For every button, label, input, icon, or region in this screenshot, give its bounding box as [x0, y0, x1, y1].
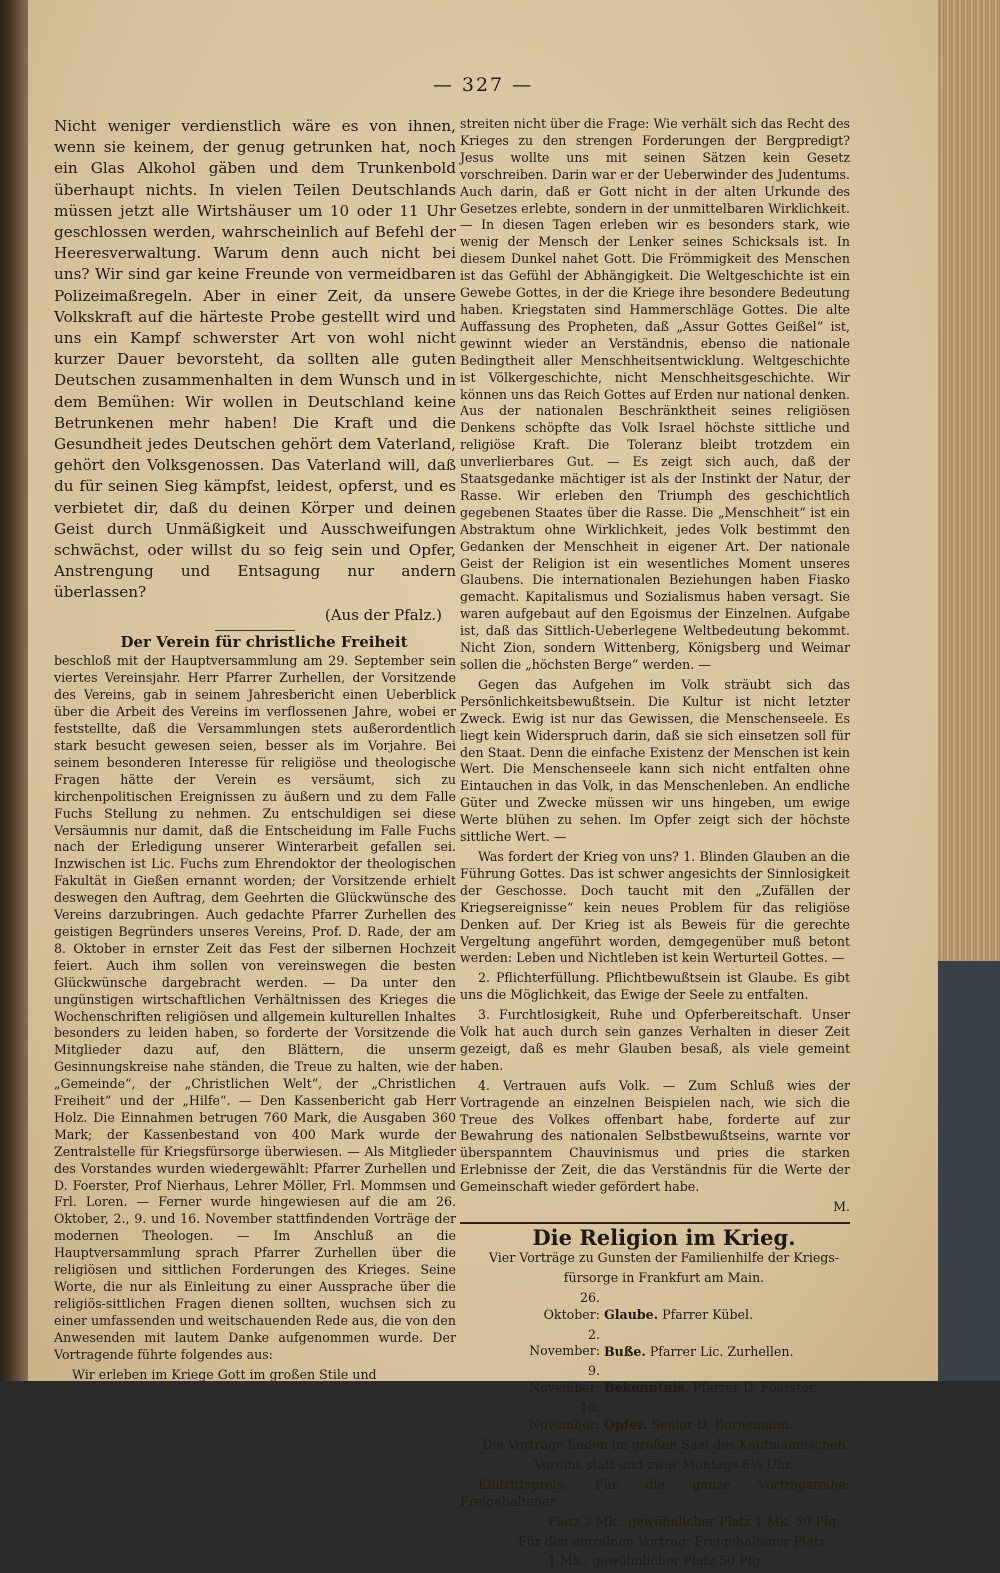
lecture-announcement — [460, 1225, 850, 1570]
article-signature: M. — [833, 1199, 850, 1215]
program-date: 9. November: — [529, 1363, 600, 1396]
section-heading: Der Verein für christliche Freiheit — [120, 632, 408, 651]
program-item — [460, 1327, 850, 1361]
ticket-line: Eintrittspreis: Für die ganze Vortragsreihe: Freigehaltener — [460, 1476, 850, 1509]
program-date: 26. Oktober: — [543, 1289, 600, 1322]
program-topic: Opfer. — [604, 1417, 648, 1433]
announcement-title: Die Religion im Krieg. — [532, 1225, 796, 1250]
announcement-subtitle: fürsorge in Frankfurt am Main. — [563, 1269, 765, 1285]
ticket-line: Für den einzelnen Vortrag: Freigehaltener Platz — [518, 1533, 826, 1549]
paragraph: 4. Vertrauen aufs Volk. — Zum Schluß wies der Vortragende an einzelnen Beispielen nach, wie sich die Treue des Volkes offenbart habe, forderte auf zur Bewahrung des nationalen Selbstbewußtseins, warnte vor überspanntem Chauvinismus und pries die starken Erlebnisse der Zeit, die das Verständnis für die Werte der Gemeinschaft wieder gefördert habe. — [460, 1077, 850, 1195]
right-column — [460, 116, 850, 1573]
section-body-continued: Wir erleben im Kriege Gott im großen Stile und — [72, 1366, 377, 1382]
section-rule — [215, 630, 295, 631]
program-item — [460, 1400, 850, 1434]
program-speaker: Pfarrer Kübel. — [662, 1306, 754, 1322]
program-speaker: Pfarrer D. Foerster. — [692, 1380, 818, 1396]
program-date: 16. November: — [529, 1400, 600, 1433]
program-speaker: Senior D. Bornemann. — [651, 1417, 793, 1433]
program-date: 2. November: — [529, 1326, 600, 1359]
book-page — [28, 0, 938, 1569]
lead-signature: (Aus der Pfalz.) — [324, 605, 442, 624]
paragraph: 2. Pflichterfüllung. Pflichtbewußtsein ist Glaube. Es gibt uns die Möglichkeit, das Ewige der Seele zu entfalten. — [460, 970, 850, 1003]
book-cover-band — [938, 961, 1000, 1381]
paragraph: 3. Furchtlosigkeit, Ruhe und Opferbereitschaft. Unser Volk hat auch durch sein ganzes Verhalten in dieser Zeit gezeigt, daß es mehr Glauben besaß, als viele gemeint haben. — [460, 1007, 850, 1073]
book-page-edges — [938, 0, 1000, 1381]
book-gutter — [0, 0, 28, 1381]
announcement-subtitle: Vier Vorträge zu Gunsten der Familienhilfe der Kriegs- — [488, 1249, 840, 1265]
ticket-line: Platz 3 Mk., gewöhnlicher Platz 1 Mk. 50 Pfg. — [548, 1513, 841, 1529]
page-number: — 327 — — [432, 74, 534, 96]
venue-line: Die Vorträge finden im großen Saal des Kaufmännischen — [482, 1436, 846, 1452]
program-item — [460, 1363, 850, 1397]
box-divider — [460, 1222, 850, 1224]
lead-paragraph: Nicht weniger verdienstlich wäre es von ihnen, wenn sie keinem, der genug getrunken hat, noch ein Glas Alkohol gäben und dem Trunkenbold überhaupt nichts. In vielen Teilen Deutschlands müssen jetzt alle Wirtshäuser um 10 oder 11 Uhr geschlossen werden, wahrscheinlich auf Befehl der Heeresverwaltung. Warum denn auch nicht bei uns? Wir sind gar keine Freunde von vermeidbaren Polizeimaßregeln. Aber in einer Zeit, da unsere Volkskraft auf die härteste Probe gestellt wird und uns ein Kampf schwerster Art von wohl nicht kurzer Dauer bevorsteht, da sollten alle guten Deutschen zusammenhalten in dem Wunsch und in dem Bemühen: Wir wollen in Deutschland keine Betrunkenen mehr haben! Die Kraft und die Gesundheit jedes Deutschen gehört dem Vaterland, gehört den Volksgenossen. Das Vaterland will, daß du für seinen Sieg kämpfst, leidest, opferst, und es verbietet dir, daß du deinen Körper und deinen Geist durch Unmäßigkeit und Ausschweifungen schwächst, oder willst du so feig sein und Opfer, Anstrengung und Entsagung nur andern überlassen? — [54, 117, 456, 602]
section-body: beschloß mit der Hauptversammlung am 29. September sein viertes Vereinsjahr. Herr Pfarrer Zurhellen, der Vorsitzende des Vereins, gab in seinem Jahresbericht einen Ueberblick über die Arbeit des Vereins im verflossenen Jahre, wobei er feststellte, daß die Versammlungen stets außerordentlich stark besucht gewesen seien, besser als im Vorjahre. Bei seinem besonderen Interesse für religiöse und theologische Fragen hätte der Verein es versäumt, sich zu kirchenpolitischen Ereignissen zu äußern und zu dem Falle Fuchs Stellung zu nehmen. Zu entschuldigen sei diese Versäumnis nur damit, daß die Entscheidung im Falle Fuchs nach der Erledigung unserer Winterarbeit gefallen sei. Inzwischen ist Lic. Fuchs zum Ehrendoktor der theologischen Fakultät in Gießen ernannt worden; der Vorsitzende erhielt deswegen den Auftrag, dem Geehrten die Glückwünsche des Vereins darzubringen. Auch gedachte Pfarrer Zurhellen des geistigen Begründers unseres Vereins, Prof. D. Rade, der am 8. Oktober in ernster Zeit das Fest der silbernen Hochzeit feiert. Auch ihm sollen von vereinswegen die besten Glückwünsche dargebracht werden. — Da unter den ungünstigen wirtschaftlichen Verhältnissen des Krieges die Wochenschriften religiösen und allgemein kulturellen Inhaltes besonders zu leiden haben, so forderte der Vorsitzende die Mitglieder dazu auf, den Blättern, die unserm Gesinnungskreise nahe ständen, die Treue zu halten, wie der „Gemeinde“, der „Christlichen Welt“, der „Christlichen Freiheit“ und der „Hilfe“. — Den Kassenbericht gab Herr Holz. Die Einnahmen betrugen 760 Mark, die Ausgaben 360 Mark; der Kassenbestand von 400 Mark wurde der Zentralstelle für Kriegsfürsorge überwiesen. — Als Mitglieder des Vorstandes wurden wiedergewählt: Pfarrer Zurhellen und D. Foerster, Prof Nierhaus, Lehrer Möller, Frl. Mommsen und Frl. Loren. — Ferner wurde hingewiesen auf die am 26. Oktober, 2., 9. und 16. November stattfindenden Vorträge der modernen Theologen. — Im Anschluß an die Hauptversammlung sprach Pfarrer Zurhellen über die religiösen und sittlichen Forderungen des Krieges. Seine Worte, die nur als Einleitung zu einer Aussprache über die religiös-sittlichen Fragen dienen sollten, wuchsen sich zu einer umfassenden und weitschauenden Rede aus, die von den Anwesenden mit lautem Danke aufgenommen wurde. Der Vortragende führte folgendes aus: — [54, 653, 456, 1362]
program-topic: Buße. — [604, 1343, 646, 1359]
left-column — [54, 116, 456, 1386]
program-speaker: Pfarrer Lic. Zurhellen. — [649, 1343, 794, 1359]
program-item — [460, 1290, 850, 1324]
lecture-program — [460, 1290, 850, 1434]
program-topic: Bekenntnis. — [604, 1380, 689, 1396]
venue-line: Vereins statt und zwar Montags 8½ Uhr. — [534, 1456, 794, 1472]
paragraph: Gegen das Aufgehen im Volk sträubt sich das Persönlichkeitsbewußtsein. Die Kultur ist nicht letzter Zweck. Ewig ist nur das Gewissen, die Menschenseele. Es liegt kein Widerspruch darin, daß sie sich einsetzen soll für den Staat. Denn die einfache Existenz der Menschen ist kein Wert. Die Menschenseele kann sich nicht entfalten ohne Eintauchen in das Volk, in das Menschenleben. An endliche Güter und Zwecke müssen wir uns hingeben, um ewige Werte blühen zu sehen. Im Opfer zeigt sich der höchste sittliche Wert. — — [460, 676, 850, 845]
paragraph: Was fordert der Krieg von uns? 1. Blinden Glauben an die Führung Gottes. Das ist schwer angesichts der Sinnlosigkeit der Geschosse. Doch taucht mit den „Zufällen der Kriegsereignisse“ kein neues Problem für das religiöse Denken auf. Der Krieg ist als Beweis für die gerechte Vergeltung angeführt worden, demgegenüber muß betont werden: Leben und Nichtleben ist kein Werturteil Gottes. — — [460, 848, 850, 966]
paragraph: streiten nicht über die Frage: Wie verhält sich das Recht des Krieges zu den strengen Forderungen der Bergpredigt? Jesus wollte uns mit seinen Sätzen kein Gesetz vorschreiben. Darin war er der Ueberwinder des Judentums. Auch darin, daß er Gott nicht in der alten Urkunde des Gesetzes erlebte, sondern in der unmittelbaren Wirklichkeit. — In diesen Tagen erleben wir es besonders stark, wie wenig der Mensch der Lenker seines Schicksals ist. In diesem Dunkel nahet Gott. Die Frömmigkeit des Menschen ist das Gefühl der Abhängigkeit. Die Weltgeschichte ist ein Gewebe Gottes, in der die Kriege ihre besondere Bedeutung haben. Kriegstaten sind Hammerschläge Gottes. Die alte Auffassung des Propheten, daß „Assur Gottes Geißel“ ist, gewinnt wieder an Verständnis, ebenso die nationale Bedingtheit aller Menschheitsentwicklung. Weltgeschichte ist Völkergeschichte, nicht Menschheitsgeschichte. Wir können uns das Reich Gottes auf Erden nur national denken. Aus der nationalen Beschränktheit seines religiösen Denkens schöpfte das Volk Israel höchste sittliche und religiöse Kraft. Die Toleranz bleibt trotzdem ein unverlierbares Gut. — Es zeigt sich auch, daß der Staatsgedanke mächtiger ist als der Instinkt der Natur, der Rasse. Wir erleben den Triumph des geschichtlich gegebenen Staates über die Rasse. Die „Menschheit“ ist ein Abstraktum ohne Wirklichkeit, jedes Volk bestimmt den Gedanken der Menschheit in eigener Art. Der nationale Geist der Religion ist ein wesentliches Moment unseres Glaubens. Die internationalen Beziehungen haben Fiasko gemacht. Kapitalismus und Sozialismus haben versagt. Sie waren aufgebaut auf den Egoismus der Einzelnen. Aufgabe ist, daß das Sittlich-Ueberlegene Weltbedeutung bekommt. Nicht Zion, sondern Wittenberg, Königsberg und Weimar sollen die „höchsten Berge“ werden. — — [460, 116, 850, 672]
program-topic: Glaube. — [604, 1306, 659, 1322]
ticket-line: 1 Mk., gewöhnlicher Platz 50 Pfg. — [548, 1553, 765, 1569]
